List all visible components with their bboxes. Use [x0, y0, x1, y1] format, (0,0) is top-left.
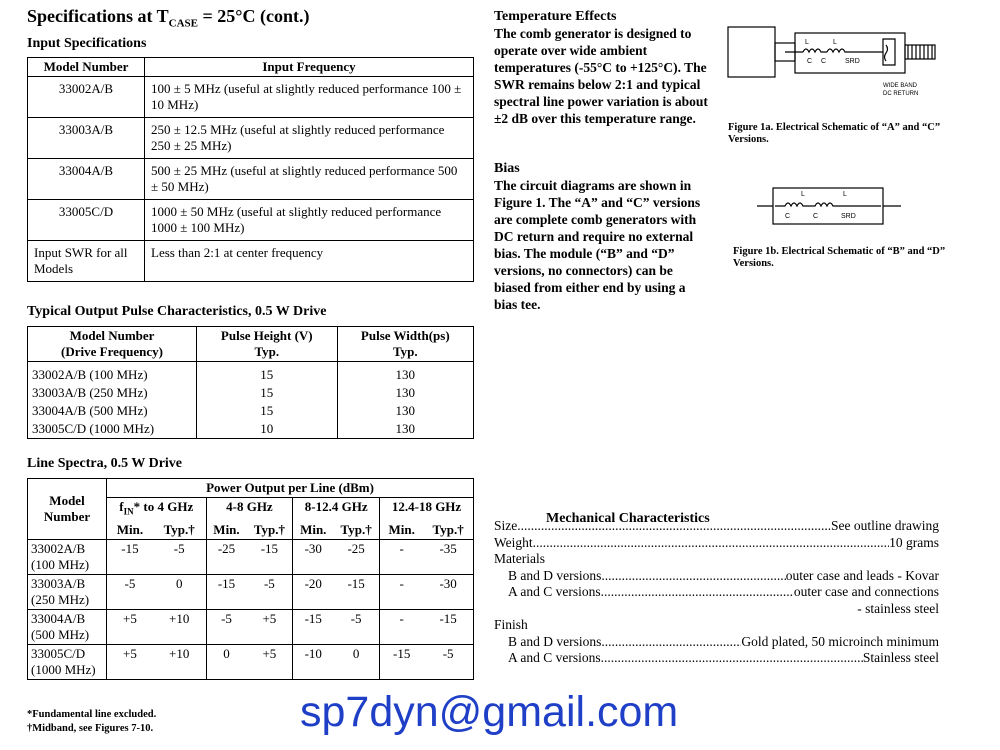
schematic-1a — [725, 15, 945, 105]
figure-1a-caption: Figure 1a. Electrical Schematic of “A” and “C” Versions. — [728, 122, 941, 145]
table-row: 33005C/D 1000 ± 50 MHz (useful at slightly reduced performance 1000 ± 100 MHz) — [28, 200, 474, 241]
col-input-frequency: Input Frequency — [145, 58, 474, 77]
page-title: Specifications at $T_{CASE} = 25^\circ C$ (cont.) — [27, 6, 310, 30]
srd-label: SRD — [841, 213, 856, 220]
spec-row: Size ..... See outline drawing — [494, 518, 939, 535]
bias-body: The circuit diagrams are shown in Figure 1. The “A” and “C” versions are complete comb generators with DC return and require no external bias. The module (“B” and “D” versions, no connectors) can be biased from either end by using a bias tee. — [494, 178, 701, 312]
cm-label: C — [785, 213, 791, 220]
lm-label: L — [805, 39, 809, 46]
spectra-heading: Line Spectra, 0.5 W Drive — [27, 456, 183, 471]
table-row: 33003A/B 250 ± 12.5 MHz (useful at slightly reduced performance 250 ± 25 MHz) — [28, 118, 474, 159]
table-row: 33002A/B 100 ± 5 MHz (useful at slightly reduced performance 100 ± 10 MHz) — [28, 77, 474, 118]
lm-label: L — [801, 191, 805, 198]
materials-label: Materials — [494, 551, 545, 566]
input-specs-table — [27, 57, 474, 282]
pulse-heading: Typical Output Pulse Characteristics, 0.5 W Drive — [27, 304, 327, 319]
table-row: 33002A/B (100 MHz) 15 130 — [28, 362, 474, 385]
schematic-1b — [755, 180, 905, 230]
ct-label: C — [813, 213, 819, 220]
table-row: 33004A/B (500 MHz) 15 130 — [28, 402, 474, 420]
cm-label: C — [807, 58, 813, 65]
bias-heading: Bias — [494, 161, 520, 176]
wide-band-label: WIDE BAND — [883, 83, 918, 89]
figure-1b-caption: Figure 1b. Electrical Schematic of “B” and “D” Versions. — [733, 246, 946, 269]
footnote-midband: †Midband, see Figures 7-10. — [27, 723, 154, 734]
col-model-number: Model Number — [28, 58, 145, 77]
table-row: 33005C/D (1000 MHz) 10 130 — [28, 420, 474, 439]
spectra-table: Model Number Power Output per Line (dBm) $f_{IN}*$ to 4 GHz 4-8 GHz 8-12.4 GHz 12.4-18 GHz Min. Typ.† Min. Typ.† Min. Typ.† Min. Typ.† 33002A/B (100 MHz) -15 -5 -25 -15 -30 -25 - -35 33003A/B (250 MHz) -5 0 -15 -5 -20 -15 - -30 33004A/B (500 MHz) +5 +10 -5 +5 -15 -5 - -15 33005C/D (1000 MHz) +5 +10 0 +5 -10 0 -15 -5 — [27, 478, 474, 680]
spec-row: B and D versions ..... outer case and leads - Kovar — [494, 568, 939, 585]
table-row: 33004A/B 500 ± 25 MHz (useful at slightly reduced performance 500 ± 50 MHz) — [28, 159, 474, 200]
table-row: 33004A/B (500 MHz) +5 +10 -5 +5 -15 -5 - -15 — [28, 609, 474, 644]
input-specs-heading: Input Specifications — [27, 36, 147, 51]
ld-label: L — [833, 39, 837, 46]
table-row: Input SWR for all Models Less than 2:1 at center frequency — [28, 241, 474, 282]
spec-row: A and C versions ..... Stainless steel — [494, 650, 939, 667]
ct-label: C — [821, 58, 827, 65]
footnote-fundamental: *Fundamental line excluded. — [27, 709, 157, 720]
spec-row: A and C versions ..... outer case and connections — [494, 584, 939, 601]
table-row: 33005C/D (1000 MHz) +5 +10 0 +5 -10 0 -15 -5 — [28, 644, 474, 679]
spec-row: Weight ..... 10 grams — [494, 535, 939, 552]
temperature-body: The comb generator is designed to operate over wide ambient temperatures (-55°C to +125°C). The SWR remains below 2:1 and typical spectral line power variation is about ±2 dB over this temperature range. — [494, 26, 708, 126]
ld-label: L — [843, 191, 847, 198]
mechanical-heading: Mechanical Characteristics — [546, 511, 710, 526]
finish-label: Finish — [494, 617, 528, 632]
email-watermark: sp7dyn@gmail.com — [300, 688, 679, 736]
pulse-table: Model Number (Drive Frequency) Pulse Height (V) Typ. Pulse Width(ps) Typ. 33002A/B (100 MHz) 15 130 33003A/B (250 MHz) 15 130 33004A/B (500 MHz) 15 130 33005C/D (1000 MHz) 10 130 — [27, 326, 474, 439]
table-row: 33003A/B (250 MHz) -5 0 -15 -5 -20 -15 - -30 — [28, 574, 474, 609]
srd-label: SRD — [845, 58, 860, 65]
spec-row: B and D versions ..... Gold plated, 50 microinch minimum — [494, 634, 939, 651]
table-row: 33002A/B (100 MHz) -15 -5 -25 -15 -30 -25 - -35 — [28, 539, 474, 574]
spec-row-continuation: - stainless steel — [857, 600, 939, 616]
bias-section — [494, 160, 709, 313]
dc-return-label: DC RETURN — [883, 91, 919, 97]
temperature-heading: Temperature Effects — [494, 9, 617, 24]
temperature-section — [494, 8, 709, 127]
table-row: 33003A/B (250 MHz) 15 130 — [28, 384, 474, 402]
mechanical-section — [494, 518, 939, 667]
